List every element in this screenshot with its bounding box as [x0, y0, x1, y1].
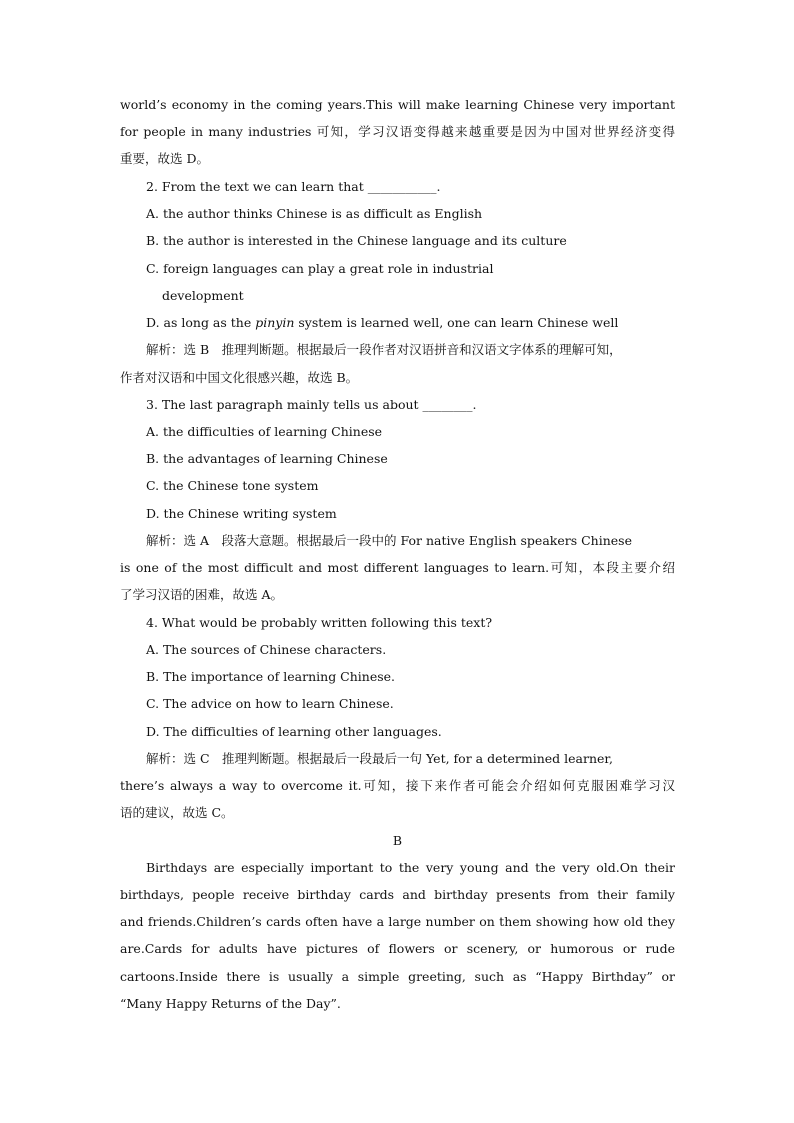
paragraph-line: for people in many industries 可知，学习汉语变得越来越重要是因为中国对世界经济变得	[120, 124, 675, 139]
option-b: B. the advantages of learning Chinese	[146, 451, 388, 466]
passage-line: cartoons.Inside there is usually a simple greeting, such as “Happy Birthday” or	[120, 969, 675, 984]
analysis-line: 语的建议，故选 C。	[120, 805, 234, 820]
question-3: 3. The last paragraph mainly tells us about ________.	[146, 397, 477, 412]
passage-line: and friends.Children’s cards often have a large number on them showing how old they	[120, 914, 675, 929]
option-c: C. the Chinese tone system	[146, 478, 319, 493]
passage-line: birthdays, people receive birthday cards and birthday presents from their family	[120, 887, 675, 902]
option-d: D. The difficulties of learning other languages.	[146, 724, 442, 739]
option-a: A. the difficulties of learning Chinese	[146, 424, 383, 439]
paragraph-line: world’s economy in the coming years.This will make learning Chinese very important	[120, 97, 675, 112]
option-c-continued: development	[162, 288, 244, 303]
passage-line: Birthdays are especially important to the very young and the very old.On their	[146, 860, 675, 875]
option-c: C. The advice on how to learn Chinese.	[146, 696, 394, 711]
question-4: 4. What would be probably written following this text?	[146, 615, 493, 630]
analysis-line: 解析：选 A 段落大意题。根据最后一段中的 For native English speakers Chinese	[146, 533, 632, 548]
analysis-line: there’s always a way to overcome it.可知，接下来作者可能会介绍如何克服困难学习汉	[120, 778, 675, 793]
option-b: B. The importance of learning Chinese.	[146, 669, 396, 684]
option-a: A. the author thinks Chinese is as difficult as English	[146, 206, 483, 221]
passage-line: are.Cards for adults have pictures of flowers or scenery, or humorous or rude	[120, 941, 675, 956]
analysis-line: 解析：选 B 推理判断题。根据最后一段作者对汉语拼音和汉语文字体系的理解可知，	[146, 342, 622, 357]
analysis-line: 解析：选 C 推理判断题。根据最后一段最后一句 Yet, for a determined learner,	[146, 751, 613, 766]
option-a: A. The sources of Chinese characters.	[146, 642, 387, 657]
option-c: C. foreign languages can play a great role in industrial	[146, 261, 494, 276]
option-d: D. the Chinese writing system	[146, 506, 337, 521]
section-heading: B	[392, 833, 403, 848]
analysis-line: is one of the most difficult and most different languages to learn.可知，本段主要介绍	[120, 560, 675, 575]
question-2: 2. From the text we can learn that ___________.	[146, 179, 441, 194]
passage-line: “Many Happy Returns of the Day”.	[120, 996, 341, 1011]
paragraph-line: 重要，故选 D。	[120, 151, 209, 166]
analysis-line: 了学习汉语的困难，故选 A。	[120, 587, 284, 602]
option-d: D. as long as the pinyin system is learned well, one can learn Chinese well	[146, 315, 619, 330]
option-b: B. the author is interested in the Chinese language and its culture	[146, 233, 567, 248]
analysis-line: 作者对汉语和中国文化很感兴趣，故选 B。	[120, 370, 359, 385]
